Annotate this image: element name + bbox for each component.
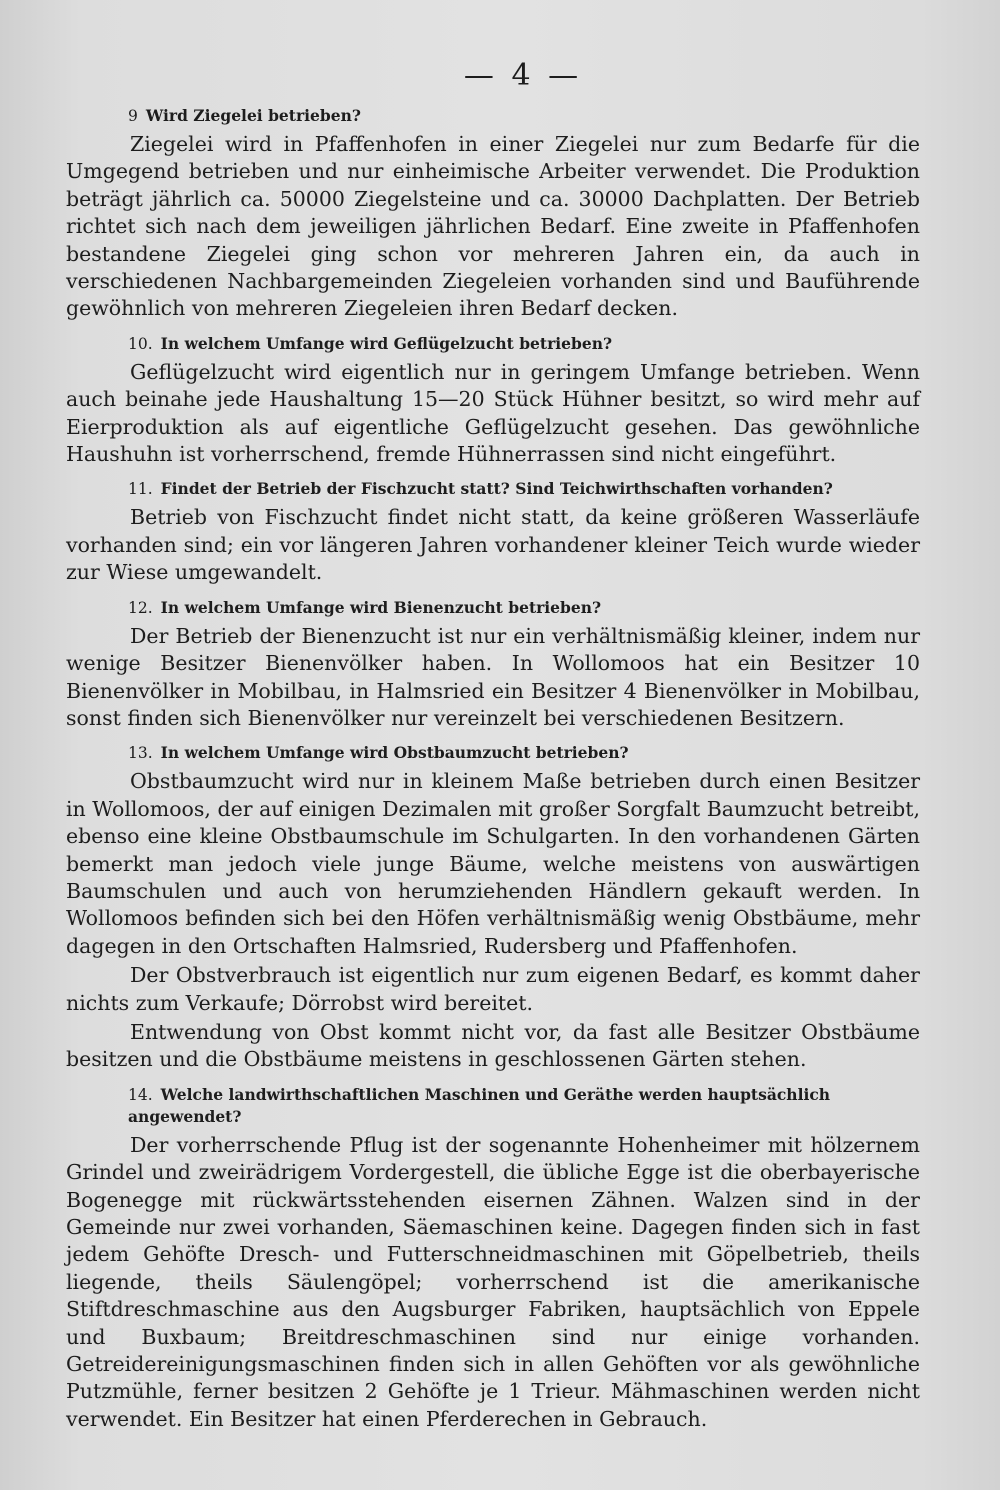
answer-paragraph: Der vorherrschende Pflug ist der sogenannte Hohenheimer mit hölzernem Grindel und zweirädrigem Vordergestell, die übliche Egge ist die oberbayerische Bogenegge mit rückwärtsstehenden eisernen Zähnen. Walzen sind in der Gemeinde nur zwei vorhanden, Säemaschinen keine. Dagegen finden sich in fast jedem Gehöfte Dresch- und Futterschneidmaschinen mit Göpelbetrieb, theils liegende, theils Säulengöpel; vorherrschend ist die amerikanische Stiftdreschmaschine aus den Augsburger Fabriken, hauptsächlich von Eppele und Buxbaum; Breitdreschmaschinen sind nur einige vorhanden. Getreidereinigungsmaschinen finden sich in allen Gehöften vor als gewöhnliche Putzmühle, ferner besitzen 2 Gehöfte je 1 Trieur. Mähmaschinen werden nicht verwendet. Ein Besitzer hat einen Pferderechen in Gebrauch. [66, 1132, 920, 1431]
section-12 [66, 597, 920, 733]
question-text: In welchem Umfange wird Obstbaumzucht betrieben? [160, 743, 629, 763]
question-heading [66, 333, 920, 355]
question-text: In welchem Umfange wird Geflügelzucht betrieben? [160, 333, 613, 353]
question-number: 9 [128, 107, 138, 125]
question-number: 10. [128, 334, 153, 353]
answer-paragraph: Betrieb von Fischzucht findet nicht statt, da keine größeren Wasserläufe vorhanden sind; ein vor längeren Jahren vorhandener kleiner Teich wurde wieder zur Wiese umgewandelt. [66, 505, 920, 585]
question-number: 14. [128, 1085, 153, 1104]
question-heading [66, 597, 920, 619]
question-number: 11. [128, 480, 153, 499]
answer-paragraph: Obstbaumzucht wird nur in kleinem Maße betrieben durch einen Besitzer in Wollomoos, der auf einigen Dezimalen mit großer Sorgfalt Baumzucht betreibt, ebenso eine kleine Obstbaumschule im Schulgarten. In den vorhandenen Gärten bemerkt man jedoch viele junge Bäume, welche meistens von auswärtigen Baumschulen und auch von herumziehenden Händlern gekauft werden. In Wollomoos befinden sich bei den Höfen verhältnismäßig wenig Obstbäume, mehr dagegen in den Ortschaften Halmsried, Rudersberg und Pfaffenhofen. [66, 769, 920, 958]
section-11 [66, 478, 920, 586]
question-heading [66, 478, 920, 500]
section-9 [66, 105, 920, 323]
question-text: Wird Ziegelei betrieben? [145, 106, 361, 125]
page-number: — 4 — [463, 58, 583, 93]
question-text: Welche landwirthschaftlichen Maschinen und Geräthe werden hauptsächlich angewendet? [128, 1084, 831, 1126]
question-heading [66, 105, 920, 127]
section-14 [66, 1084, 920, 1433]
question-number: 13. [128, 744, 153, 763]
question-heading [66, 742, 920, 764]
answer-paragraph: Geflügelzucht wird eigentlich nur in geringem Umfange betrieben. Wenn auch beinahe jede Haushaltung 15—20 Stück Hühner besitzt, so wird mehr auf Eierproduktion als auf eigentliche Geflügelzucht gesehen. Das gewöhnliche Haushuhn ist vorherrschend, fremde Hühnerrassen sind nicht eingeführt. [66, 359, 920, 467]
answer-paragraph: Ziegelei wird in Pfaffenhofen in einer Ziegelei nur zum Bedarfe für die Umgegend betrieben und nur einheimische Arbeiter verwendet. Die Produktion beträgt jährlich ca. 50000 Ziegelsteine und ca. 30000 Dachplatten. Der Betrieb richtet sich nach dem jeweiligen jährlichen Bedarf. Eine zweite in Pfaffenhofen bestandene Ziegelei ging schon vor mehreren Jahren ein, da auch in verschiedenen Nachbargemeinden Ziegeleien vorhanden sind und Bauführende gewöhnlich von mehreren Ziegeleien ihren Bedarf decken. [66, 132, 920, 321]
section-13 [66, 742, 920, 1073]
answer-paragraph: Der Obstverbrauch ist eigentlich nur zum eigenen Bedarf, es kommt daher nichts zum Verkaufe; Dörrobst wird bereitet. [66, 963, 920, 1015]
question-text: Findet der Betrieb der Fischzucht statt? Sind Teichwirthschaften vorhanden? [160, 479, 833, 499]
question-heading [66, 1084, 920, 1128]
answer-paragraph: Der Betrieb der Bienenzucht ist nur ein verhältnismäßig kleiner, indem nur wenige Besitzer Bienenvölker haben. In Wollomoos hat ein Besitzer 10 Bienenvölker in Mobilbau, in Halmsried ein Besitzer 4 Bienenvölker in Mobilbau, sonst finden sich Bienenvölker nur vereinzelt bei verschiedenen Besitzern. [66, 623, 920, 730]
question-number: 12. [128, 598, 153, 617]
section-10 [66, 333, 920, 469]
question-text: In welchem Umfange wird Bienenzucht betrieben? [160, 597, 602, 617]
answer-paragraph: Entwendung von Obst kommt nicht vor, da fast alle Besitzer Obstbäume besitzen und die Obstbäume meistens in geschlossenen Gärten stehen. [66, 1019, 920, 1072]
